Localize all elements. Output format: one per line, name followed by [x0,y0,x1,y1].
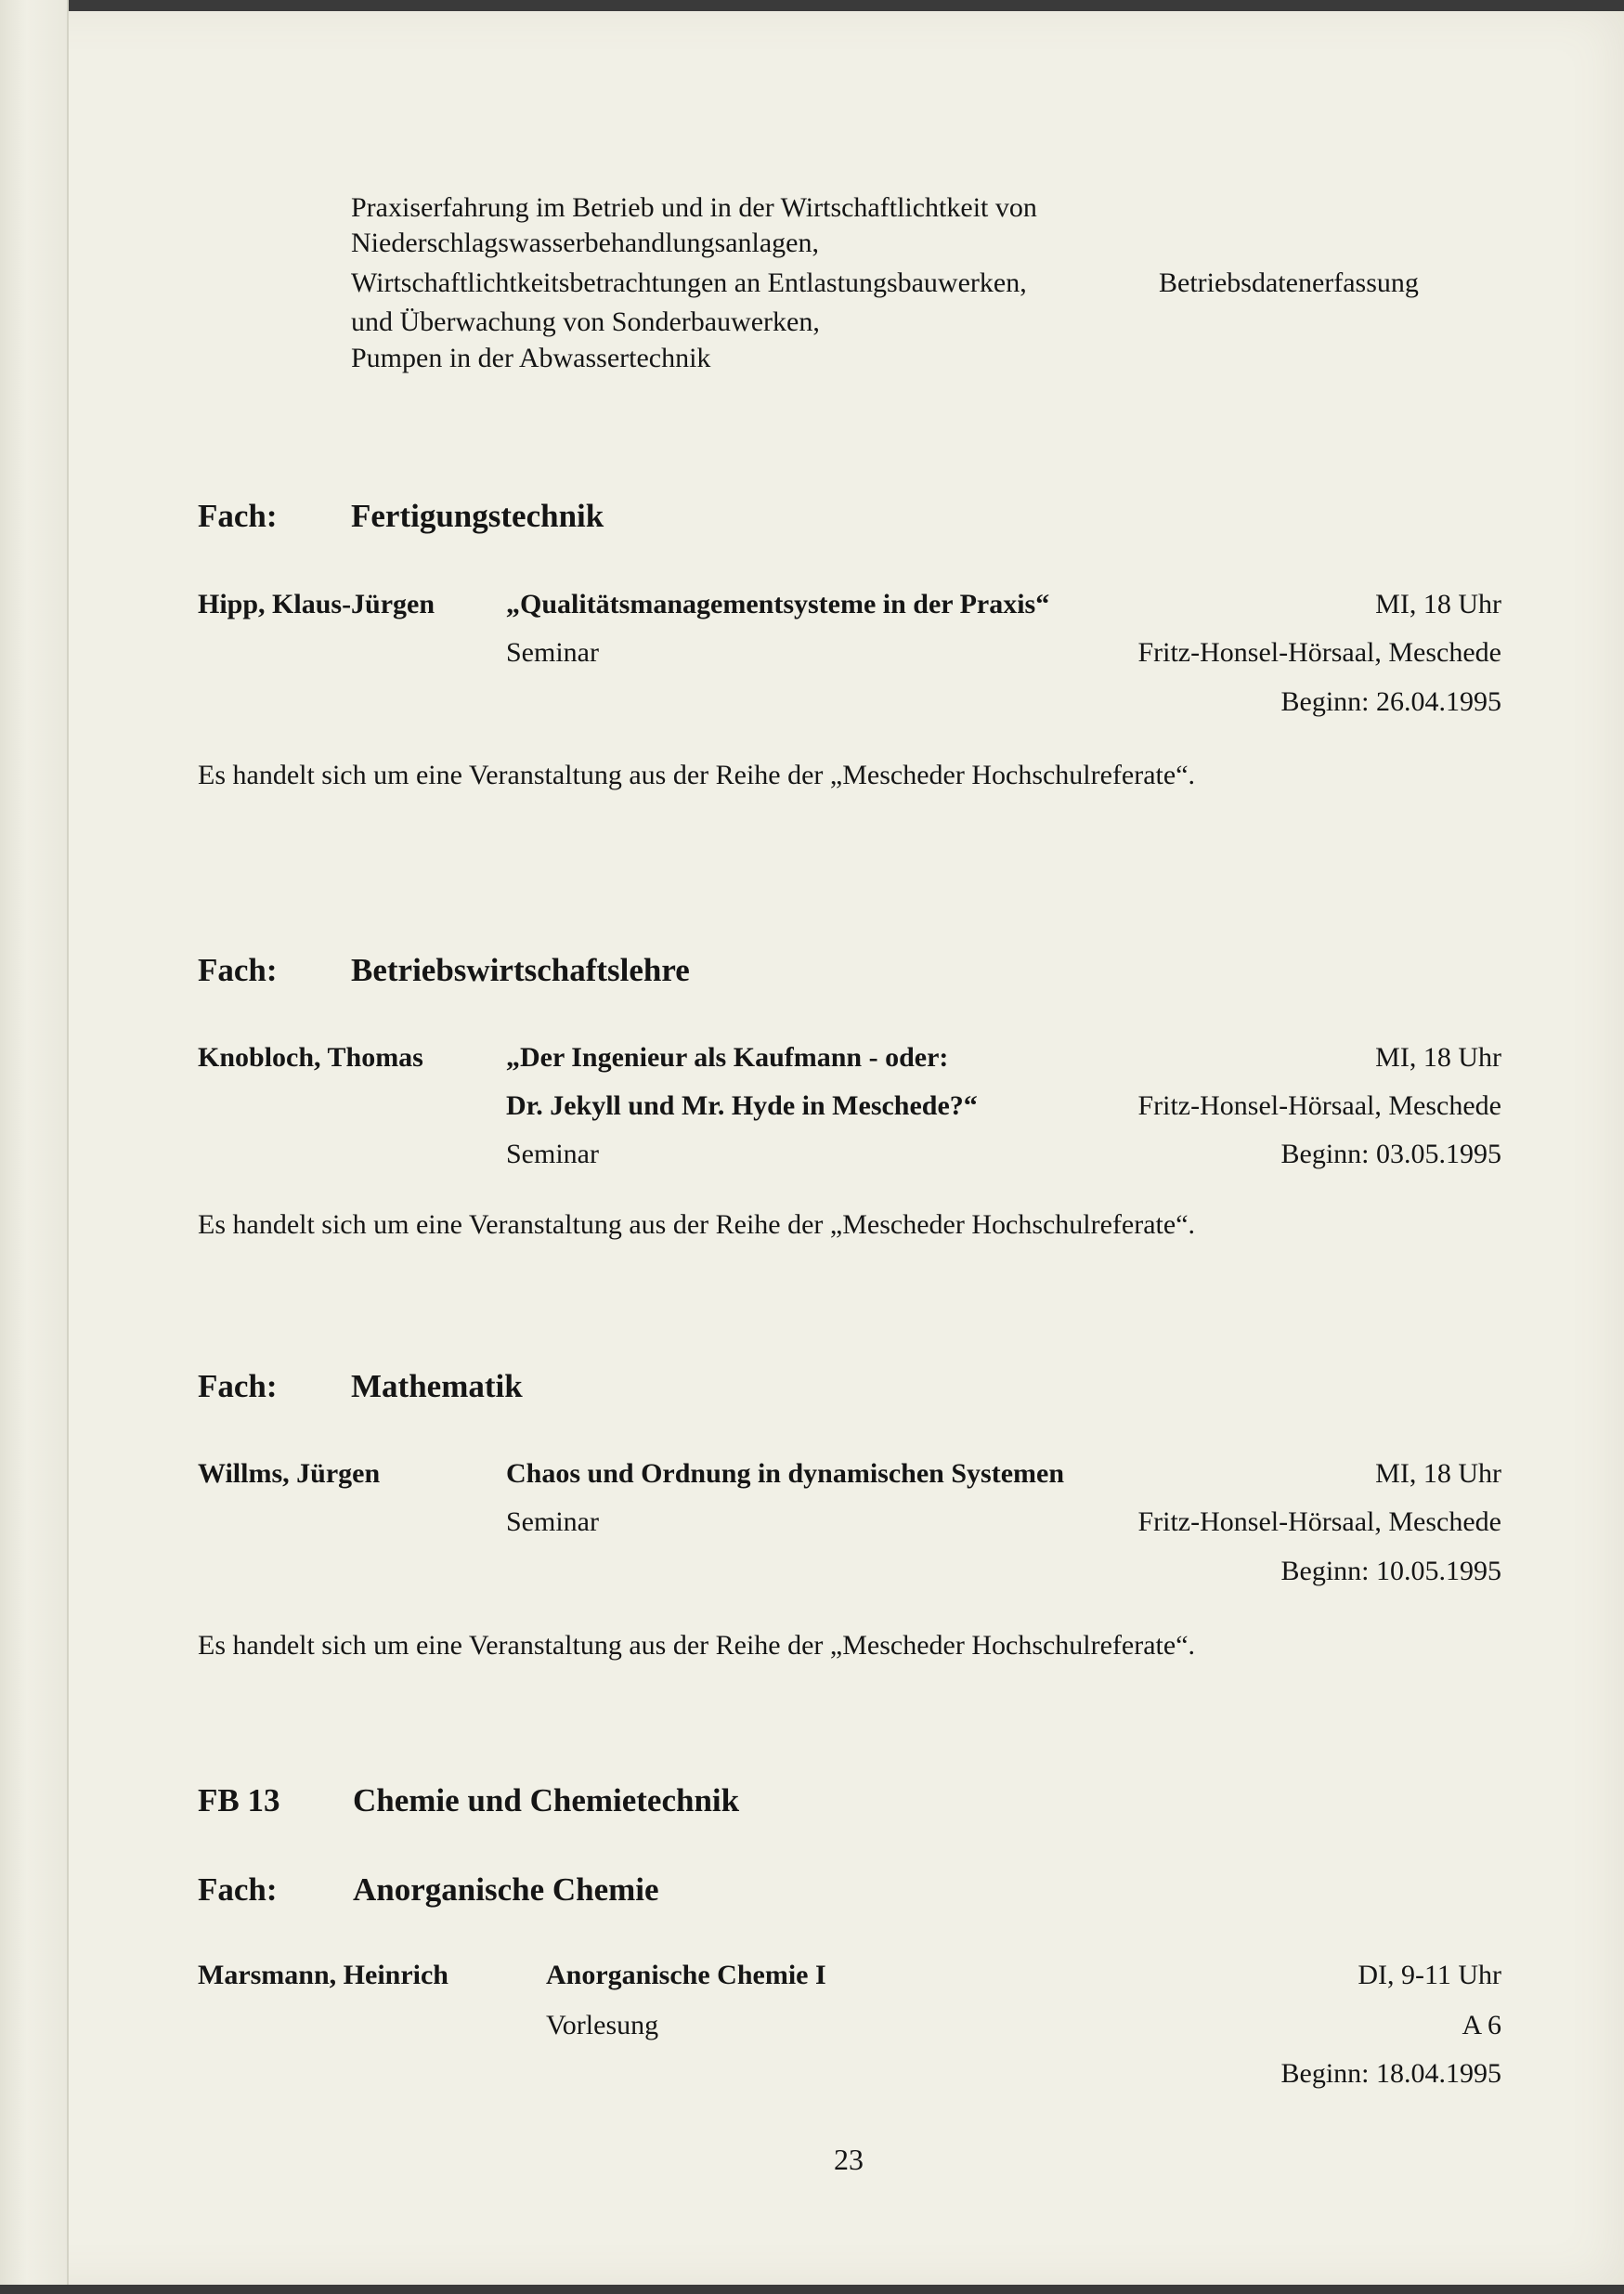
course-location: Fritz-Honsel-Hörsaal, Meschede [1137,1506,1501,1537]
course-title: „Qualitätsmanagementsysteme in der Praxis“ [506,589,1050,619]
course-start: Beginn: 10.05.1995 [1280,1556,1501,1586]
scan-bottom-edge [0,2285,1624,2294]
course-location: Fritz-Honsel-Hörsaal, Meschede [1137,637,1501,668]
course-title: „Der Ingenieur als Kaufmann - oder: [506,1042,949,1073]
intro-line: Wirtschaftlichtkeitsbetrachtungen an Entlastungsbauwerken, [351,267,1027,298]
course-type: Vorlesung [546,2010,659,2040]
fach-label: Fach: [198,952,278,988]
course-note: Es handelt sich um eine Veranstaltung aus der Reihe der „Mescheder Hochschulreferate“. [198,760,1196,790]
lecturer: Hipp, Klaus-Jürgen [198,589,435,619]
fach-name: Anorganische Chemie [353,1871,659,1908]
course-title-line2: Dr. Jekyll und Mr. Hyde in Meschede?“ [506,1090,978,1121]
course-title: Anorganische Chemie I [546,1960,826,1990]
scan-top-edge [0,0,1624,11]
page-binding [0,0,69,2294]
lecturer: Knobloch, Thomas [198,1042,423,1073]
fach-name: Mathematik [351,1368,523,1404]
lecturer: Marsmann, Heinrich [198,1960,448,1990]
course-type: Seminar [506,1506,599,1537]
fach-name: Fertigungstechnik [351,498,604,534]
fach-name: Betriebswirtschaftslehre [351,952,690,988]
lecturer: Willms, Jürgen [198,1458,381,1489]
fach-label: Fach: [198,1871,278,1908]
course-note: Es handelt sich um eine Veranstaltung aus der Reihe der „Mescheder Hochschulreferate“. [198,1630,1196,1661]
course-type: Seminar [506,1139,599,1169]
course-time: DI, 9-11 Uhr [1358,1960,1501,1990]
page-number: 23 [834,2143,864,2176]
course-start: Beginn: 18.04.1995 [1280,2058,1501,2089]
intro-line: und Überwachung von Sonderbauwerken, [351,306,820,337]
course-start: Beginn: 26.04.1995 [1280,686,1501,717]
faculty-title: Chemie und Chemietechnik [353,1782,740,1818]
course-title: Chaos und Ordnung in dynamischen Systemen [506,1458,1065,1489]
fach-label: Fach: [198,1368,278,1404]
faculty-number: FB 13 [198,1782,280,1818]
intro-line: Niederschlagswasserbehandlungsanlagen, [351,228,819,258]
course-type: Seminar [506,637,599,668]
intro-line-extra: Betriebsdatenerfassung [1159,267,1419,298]
intro-line: Praxiserfahrung im Betrieb und in der Wirtschaftlichtkeit von [351,192,1037,223]
course-note: Es handelt sich um eine Veranstaltung aus der Reihe der „Mescheder Hochschulreferate“. [198,1209,1196,1240]
course-room: A 6 [1462,2010,1501,2040]
course-time: MI, 18 Uhr [1375,589,1501,619]
course-time: MI, 18 Uhr [1375,1458,1501,1489]
course-start: Beginn: 03.05.1995 [1280,1139,1501,1169]
fach-label: Fach: [198,498,278,534]
intro-line: Pumpen in der Abwassertechnik [351,343,711,373]
course-time: MI, 18 Uhr [1375,1042,1501,1073]
course-location: Fritz-Honsel-Hörsaal, Meschede [1137,1090,1501,1121]
